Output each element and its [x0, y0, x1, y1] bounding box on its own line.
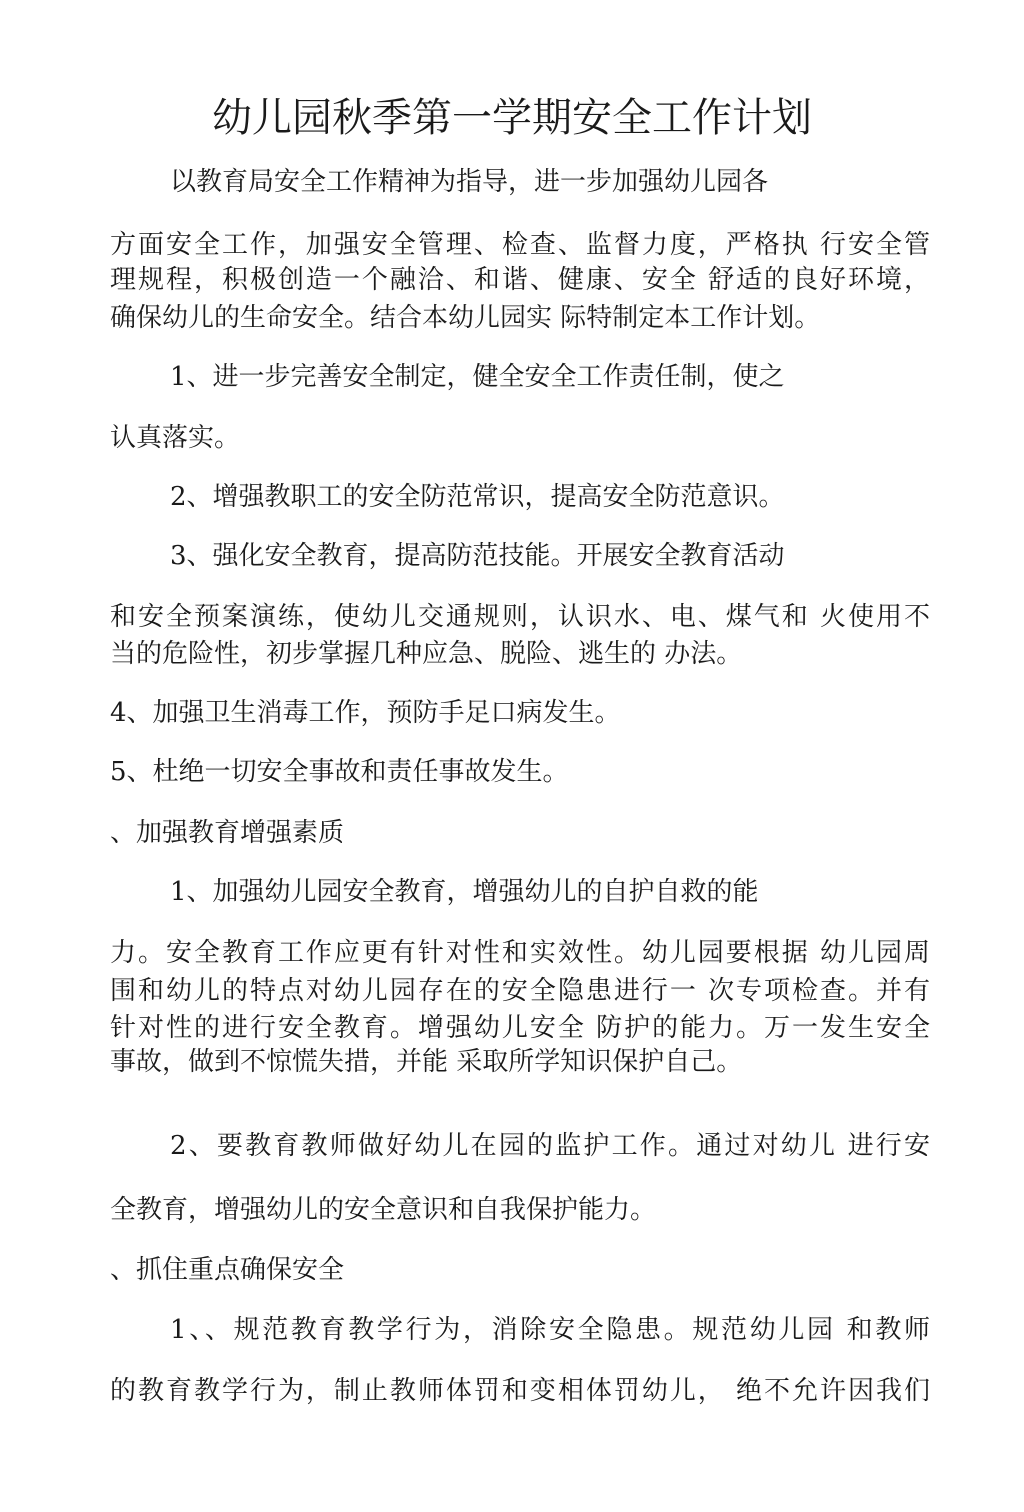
- paragraph-line: 全教育，增强幼儿的安全意识和自我保护能力。: [110, 1195, 657, 1225]
- paragraph-line: 的教育教学行为，制止教师体罚和变相体罚幼儿， 绝不允许因我们: [110, 1376, 930, 1406]
- paragraph-line: 和安全预案演练，使幼儿交通规则，认识水、电、煤气和 火使用不: [110, 602, 930, 632]
- paragraph-line: 理规程，积极创造一个融洽、和谐、健康、安全 舒适的良好环境，: [110, 265, 930, 295]
- paragraph-line: 事故，做到不惊慌失措，并能 采取所学知识保护自己。: [110, 1047, 743, 1077]
- paragraph-line: 1、加强幼儿园安全教育，增强幼儿的自护自救的能: [170, 877, 759, 907]
- paragraph-line: 围和幼儿的特点对幼儿园存在的安全隐患进行一 次专项检查。并有: [110, 976, 930, 1006]
- paragraph-line: 2、要教育教师做好幼儿在园的监护工作。通过对幼儿 进行安: [170, 1131, 930, 1161]
- paragraph-line: 确保幼儿的生命安全。结合本幼儿园实 际特制定本工作计划。: [110, 303, 821, 333]
- paragraph-line: 1、进一步完善安全制定，健全安全工作责任制，使之: [170, 362, 785, 392]
- section-heading: 、加强教育增强素质: [110, 818, 345, 848]
- paragraph-line: 以教育局安全工作精神为指导，进一步加强幼儿园各: [170, 167, 769, 197]
- paragraph-line: 方面安全工作，加强安全管理、检查、监督力度，严格执 行安全管: [110, 230, 930, 260]
- paragraph-line: 4、加强卫生消毒工作，预防手足口病发生。: [110, 698, 621, 728]
- paragraph-line: 1、、规范教育教学行为，消除安全隐患。规范幼儿园 和教师: [170, 1315, 930, 1345]
- paragraph-line: 2、增强教职工的安全防范常识，提高安全防范意识。: [170, 482, 785, 512]
- paragraph-line: 针对性的进行安全教育。增强幼儿安全 防护的能力。万一发生安全: [110, 1013, 930, 1043]
- paragraph-line: 3、强化安全教育，提高防范技能。开展安全教育活动: [170, 541, 785, 571]
- section-heading: 、抓住重点确保安全: [110, 1255, 345, 1285]
- paragraph-line: 5、杜绝一切安全事故和责任事故发生。: [110, 757, 569, 787]
- paragraph-line: 认真落实。: [110, 423, 241, 453]
- document-title: 幼儿园秋季第一学期安全工作计划: [212, 95, 812, 141]
- paragraph-line: 当的危险性，初步掌握几种应急、脱险、逃生的 办法。: [110, 639, 743, 669]
- paragraph-line: 力。安全教育工作应更有针对性和实效性。幼儿园要根据 幼儿园周: [110, 938, 930, 968]
